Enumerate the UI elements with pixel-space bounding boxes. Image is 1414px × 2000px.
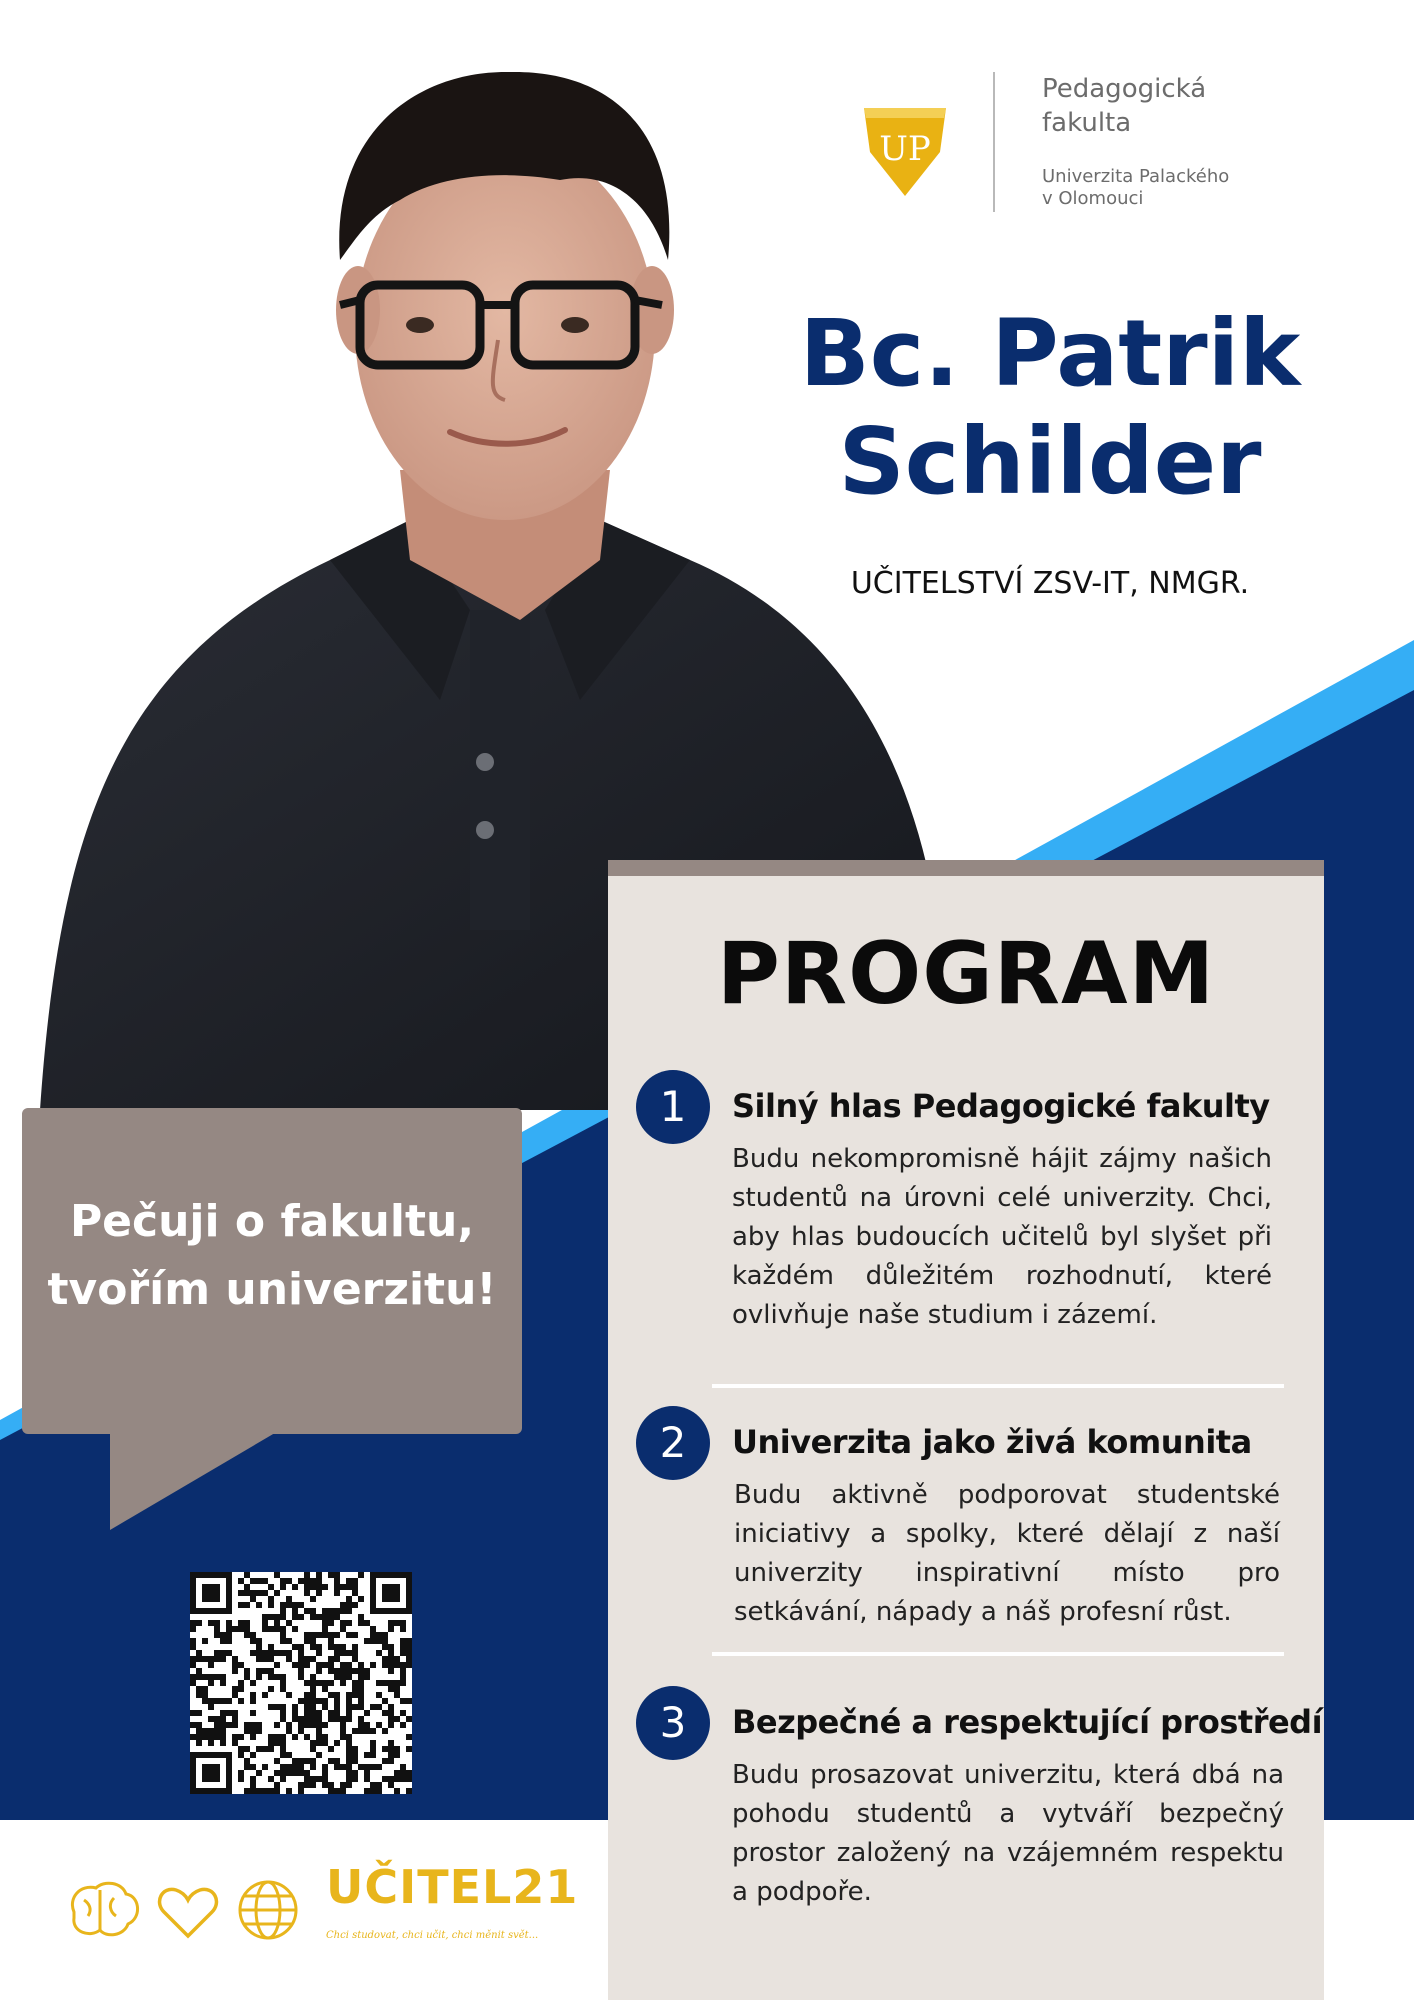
point-number-1: 1: [636, 1070, 710, 1144]
slogan-line1: Pečuji o fakultu,: [69, 1196, 475, 1247]
brand-tagline: Chci studovat, chci učit, chci měnit svět...: [326, 1930, 539, 1941]
point-divider-1: [712, 1384, 1284, 1388]
program-heading: PROGRAM: [716, 924, 1216, 1024]
program-panel-topbar: [608, 860, 1324, 876]
university-name-line2: v Olomouci: [1042, 188, 1144, 209]
qr-modules: [190, 1572, 412, 1794]
qr-code[interactable]: [190, 1572, 412, 1794]
up-shield-icon: [860, 100, 950, 200]
point-title-3: Bezpečné a respektující prostředí: [732, 1703, 1323, 1741]
brain-icon: [72, 1883, 137, 1935]
point-number-3: 3: [636, 1686, 710, 1760]
candidate-name: [700, 300, 1400, 516]
logo-divider: [993, 72, 995, 212]
heart-icon: [160, 1889, 217, 1936]
slogan-line2: tvořím univerzitu!: [47, 1264, 497, 1315]
university-name: [1042, 166, 1282, 210]
brand-name: UČITEL21: [326, 1860, 579, 1914]
candidate-name-line1: Bc. Patrik: [799, 300, 1301, 407]
shield-letters: UP: [879, 129, 931, 169]
brand-icons: [66, 1878, 316, 1944]
study-program: UČITELSTVÍ ZSV-IT, NMGR.: [850, 566, 1250, 601]
point-body-2: Budu aktivně podporovat studentské iniciativy a spolky, které dělají z naší univerzity inspirativní místo pro setkávání, nápady a náš profesní růst.: [734, 1480, 1280, 1627]
faculty-name-line1: Pedagogická: [1042, 74, 1207, 104]
point-number-2: 2: [636, 1406, 710, 1480]
point-title-1: Silný hlas Pedagogické fakulty: [732, 1087, 1270, 1125]
point-body-1: Budu nekompromisně hájit zájmy našich studentů na úrovni celé univerzity. Chci, aby hlas budoucích učitelů byl slyšet při každém důležitém rozhodnutí, které ovlivňuje naše studium i zázemí.: [732, 1144, 1272, 1330]
university-name-line1: Univerzita Palackého: [1042, 166, 1230, 187]
faculty-name-line2: fakulta: [1042, 108, 1132, 138]
point-divider-2: [712, 1652, 1284, 1656]
faculty-logo: [860, 70, 1260, 220]
globe-icon: [240, 1882, 296, 1938]
point-body-3: Budu prosazovat univerzitu, která dbá na pohodu studentů a vytváří bezpečný prostor založený na vzájemném respektu a podpoře.: [732, 1760, 1284, 1907]
candidate-name-line2: Schilder: [838, 408, 1262, 515]
slogan: [22, 1188, 522, 1324]
faculty-name: [1042, 72, 1262, 140]
point-title-2: Univerzita jako živá komunita: [732, 1423, 1252, 1461]
